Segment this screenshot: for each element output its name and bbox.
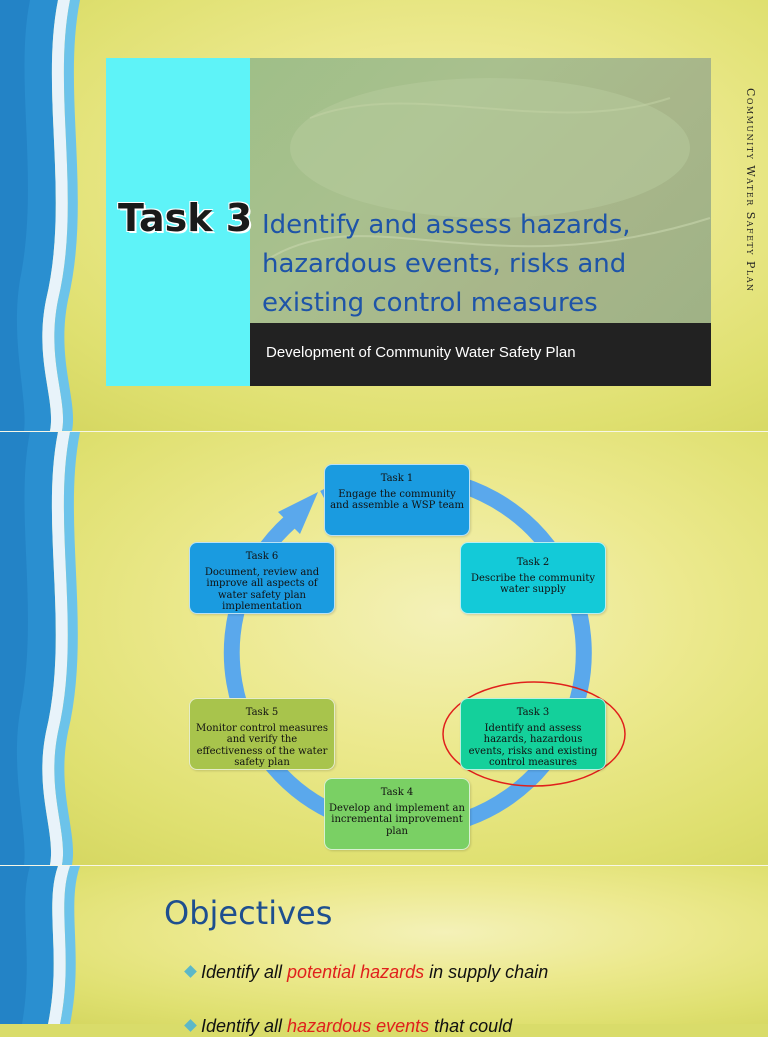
cycle-slide [0, 432, 768, 865]
objectives-slide [0, 866, 768, 1036]
bullet-2-pre: Identify all [201, 1016, 288, 1036]
title-line-2: hazardous events, risks and [262, 249, 627, 279]
title-line-1: Identify and assess hazards, [262, 210, 631, 240]
bullet-1-pre: Identify all [201, 962, 288, 982]
task-1-box [324, 464, 470, 536]
task-4-text: Develop and implement an incremental improvement plan [329, 802, 465, 837]
task-2-text: Describe the community water supply [470, 572, 596, 595]
task-3-box [460, 698, 606, 770]
title-slide [0, 0, 768, 431]
bullet-2-highlight: hazardous events [287, 1016, 430, 1036]
task-5-label: Task 5 [245, 707, 279, 718]
title-line-3: existing control measures [262, 288, 598, 318]
task-4-label: Task 4 [380, 787, 414, 798]
task-2-label: Task 2 [516, 557, 550, 568]
task-heading: Task 3 [118, 196, 253, 240]
task-3-text: Identify and assess hazards, hazardous events, risks and existing control measures [468, 722, 598, 768]
bullet-1-highlight: potential hazards [287, 962, 425, 982]
task-5-box [189, 698, 335, 770]
wave-decoration-icon [0, 0, 90, 431]
task-4-box [324, 778, 470, 850]
task-6-text: Document, review and improve all aspects of water safety plan implementation [204, 566, 320, 612]
objective-bullet-1 [186, 962, 548, 983]
diamond-bullet-icon [184, 965, 197, 978]
task-6-label: Task 6 [245, 551, 279, 562]
bullet-1-post: in supply chain [424, 962, 549, 982]
slide-title [262, 206, 702, 323]
slide-subtitle: Development of Community Water Safety Plan [266, 344, 576, 361]
task-2-box [460, 542, 606, 614]
task-5-text: Monitor control measures and verify the effectiveness of the water safety plan [196, 722, 328, 768]
wave-decoration-icon [0, 866, 90, 1024]
task-1-text: Engage the community and assemble a WSP team [330, 488, 464, 511]
diamond-bullet-icon [184, 1019, 197, 1032]
objective-bullet-2 [186, 1016, 512, 1037]
task-3-label: Task 3 [516, 707, 550, 718]
task-1-label: Task 1 [380, 473, 414, 484]
task-6-box [189, 542, 335, 614]
vertical-caption: Community Water Safety Plan [744, 88, 757, 293]
bullet-2-post: that could [429, 1016, 513, 1036]
objectives-title: Objectives [164, 894, 333, 932]
